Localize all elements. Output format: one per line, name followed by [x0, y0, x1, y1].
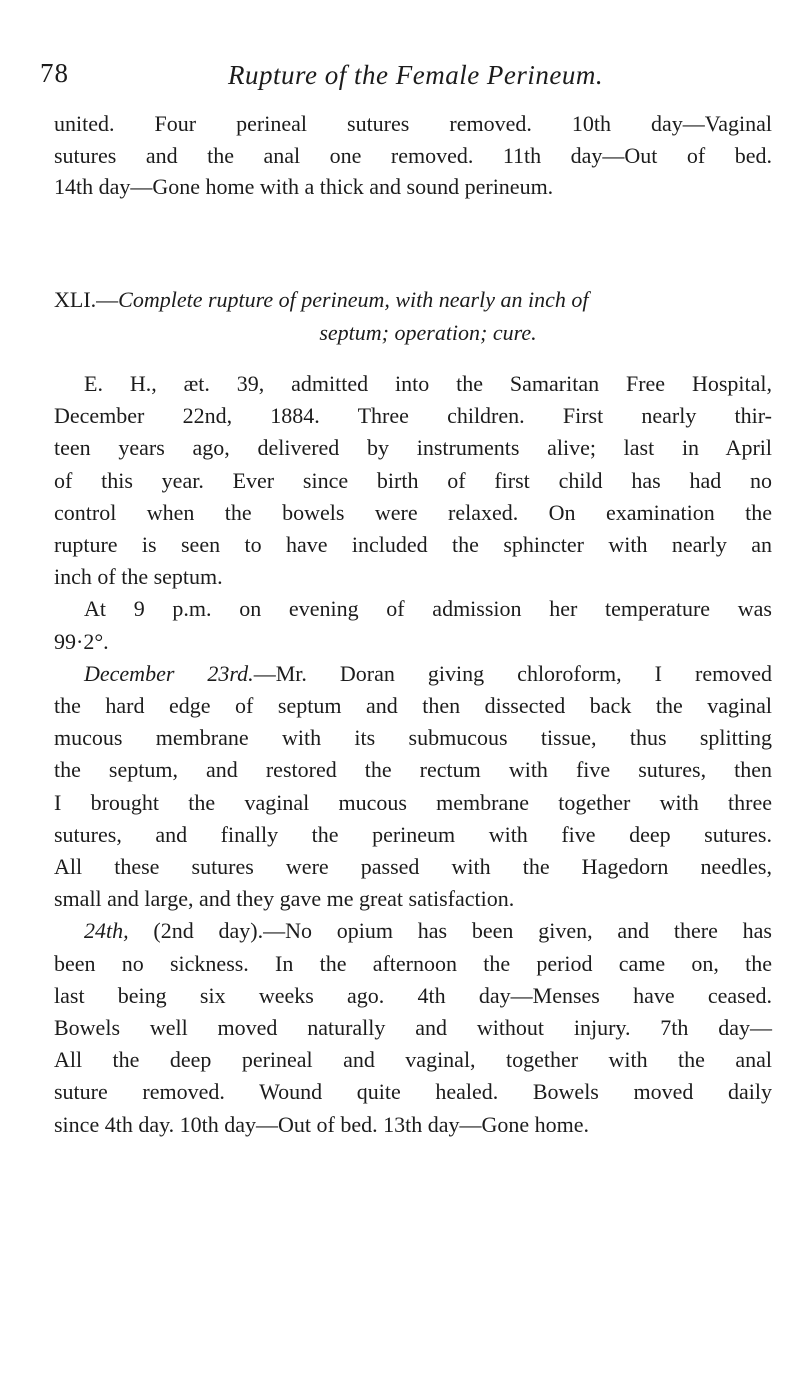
case-title-part1: Complete rupture of perineum, with nearly an inch of: [118, 287, 589, 312]
recovery-paragraph: [54, 915, 772, 1140]
entry-text: —Mr. Doran giving chloroform, I removed: [253, 660, 773, 686]
running-title: Rupture of the Female Perineum.: [228, 60, 604, 90]
text-line: the hard edge of septum and then dissected back the vaginal: [54, 693, 772, 719]
entry-date: 24th,: [84, 918, 129, 944]
entry-text: (2nd day).—No opium has been given, and there has: [128, 918, 772, 944]
case-heading: [54, 283, 772, 349]
intro-paragraph: [54, 108, 772, 203]
history-paragraph: [54, 368, 772, 593]
running-head: [40, 58, 780, 98]
text-line: rupture is seen to have included the sphincter with nearly an: [54, 532, 772, 558]
text-line: control when the bowels were relaxed. On examination the: [54, 499, 772, 525]
operation-paragraph: [54, 658, 772, 916]
text-line: All these sutures were passed with the Hagedorn needles,: [54, 854, 772, 880]
case-report: [54, 368, 772, 1141]
text-line: [54, 658, 772, 690]
text-line: [54, 915, 772, 947]
case-heading-line: [54, 283, 772, 316]
text-line: of this year. Ever since birth of first child has had no: [54, 467, 772, 493]
text-line: teen years ago, delivered by instruments alive; last in April: [54, 435, 772, 461]
text-line: since 4th day. 10th day—Out of bed. 13th day—Gone home.: [54, 1111, 590, 1137]
text-line: All the deep perineal and vaginal, together with the anal: [54, 1047, 772, 1073]
text-line: suture removed. Wound quite healed. Bowels moved daily: [54, 1079, 772, 1105]
text-line: sutures, and finally the perineum with five deep sutures.: [54, 821, 772, 847]
text-line: I brought the vaginal mucous membrane together with three: [54, 789, 772, 815]
text-line: Bowels well moved naturally and without injury. 7th day—: [54, 1015, 772, 1041]
text-line: E. H., æt. 39, admitted into the Samaritan Free Hospital,: [84, 371, 772, 396]
text-line: sutures and the anal one removed. 11th day—Out of bed.: [54, 142, 772, 168]
case-number: XLI.—: [54, 287, 119, 312]
text-line: At 9 p.m. on evening of admission her temperature was: [84, 596, 772, 622]
text-line: 14th day—Gone home with a thick and sound perineum.: [54, 174, 554, 199]
text-line: been no sickness. In the afternoon the period came on, the: [54, 950, 772, 976]
case-title-part2: septum; operation; cure.: [319, 320, 537, 345]
text-line: mucous membrane with its submucous tissue, thus splitting: [54, 725, 772, 751]
entry-date: December 23rd.: [84, 660, 254, 686]
text-line: December 22nd, 1884. Three children. First nearly thir-: [54, 403, 772, 429]
text-line: last being six weeks ago. 4th day—Menses have ceased.: [54, 982, 772, 1008]
text-line: inch of the septum.: [54, 564, 223, 590]
temperature-paragraph: [54, 593, 772, 657]
text-line: small and large, and they gave me great satisfaction.: [54, 886, 515, 912]
text-line: united. Four perineal sutures removed. 10th day—Vaginal: [54, 111, 772, 136]
text-line: the septum, and restored the rectum with five sutures, then: [54, 757, 772, 783]
page-number: 78: [40, 58, 69, 88]
text-line: 99·2°.: [54, 628, 109, 654]
